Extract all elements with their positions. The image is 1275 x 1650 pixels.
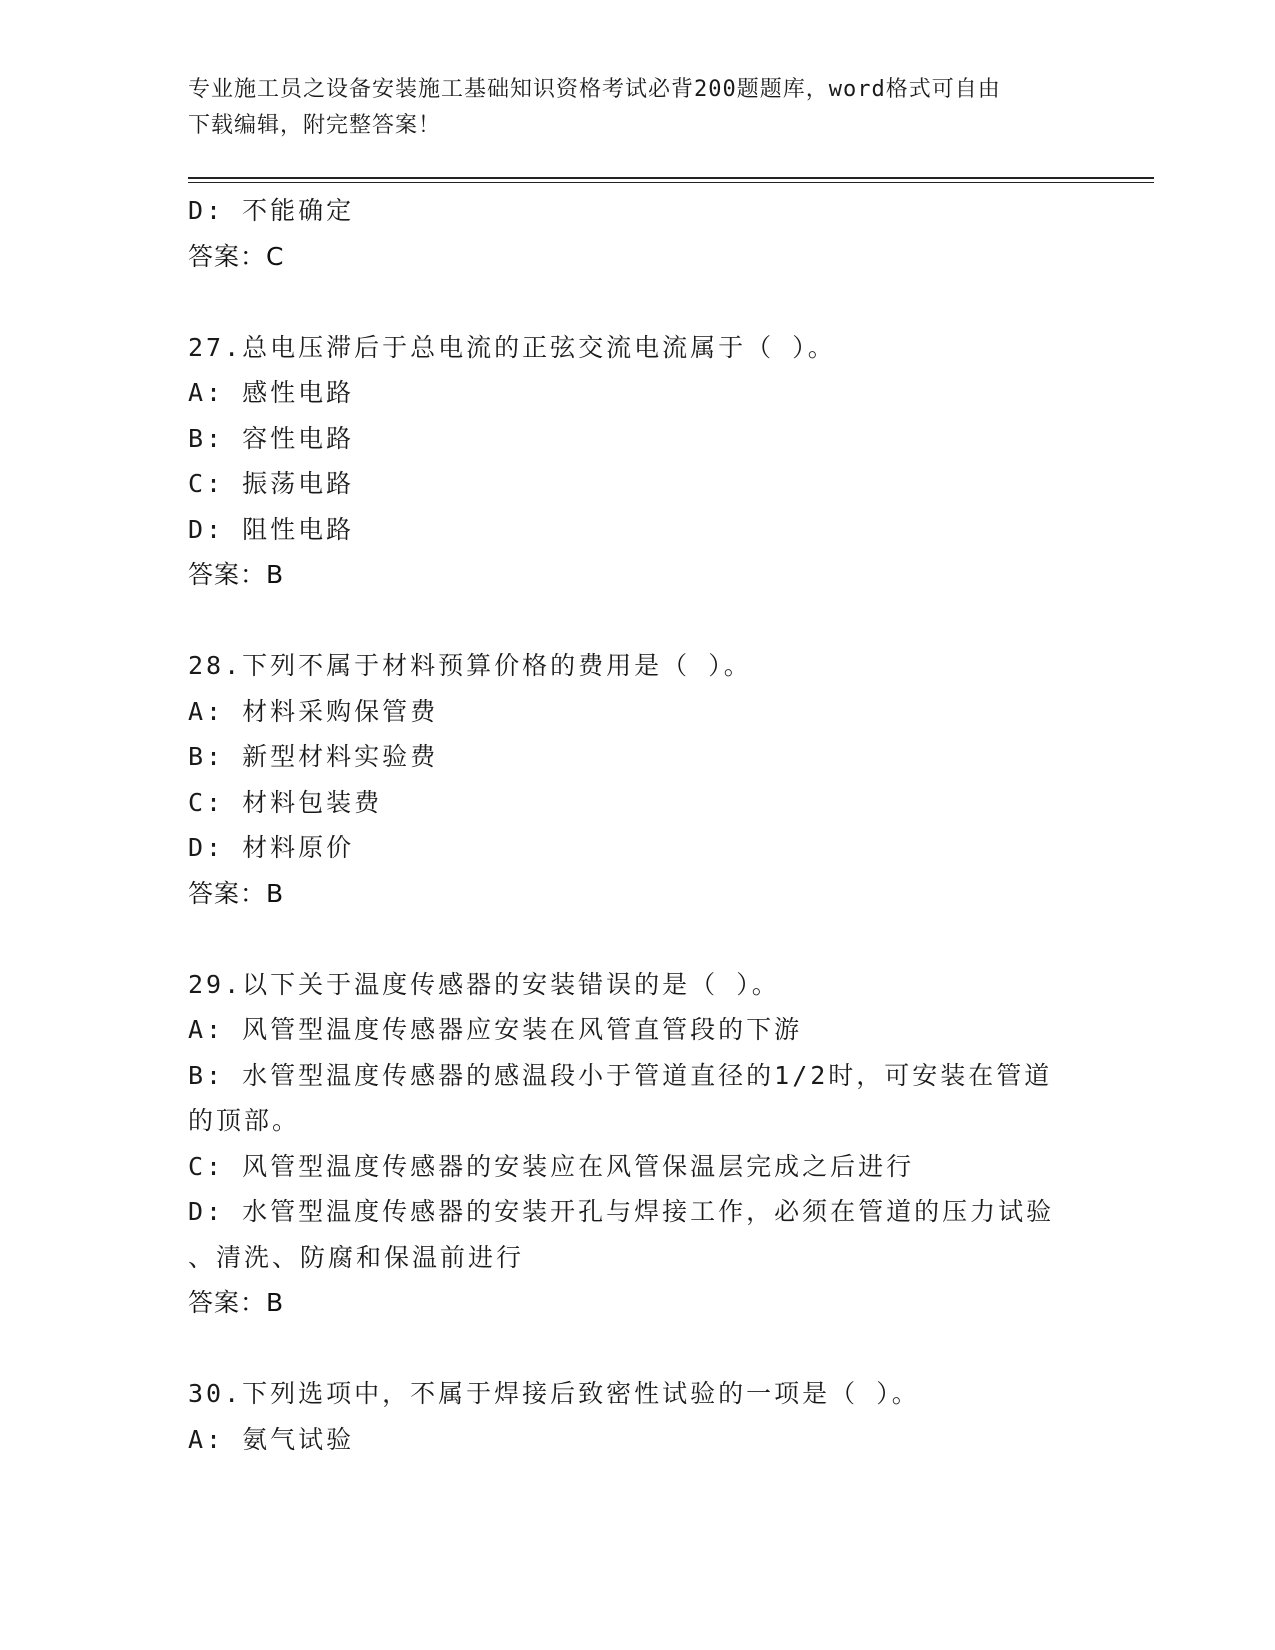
option-b: B: 容性电路 [188, 423, 355, 453]
option-d: D: 阻性电路 [188, 514, 355, 544]
option-a: A: 感性电路 [188, 378, 355, 407]
option-a: A: 风管型温度传感器应安装在风管直管段的下游 [188, 1015, 803, 1044]
option-a: A: 材料采购保管费 [188, 696, 439, 726]
question-stem: 27.总电压滞后于总电流的正弦交流电流属于（ ）。 [188, 332, 836, 362]
option-b-line-2: 的顶部。 [188, 1106, 301, 1135]
option-b-line-1: B: 水管型温度传感器的感温段小于管道直径的1/2时，可安装在管道 [188, 1060, 1053, 1090]
option-d-line-1: D: 水管型温度传感器的安装开孔与焊接工作，必须在管道的压力试验 [188, 1197, 1055, 1226]
question-stem: 29.以下关于温度传感器的安装错误的是（ ）。 [188, 969, 780, 999]
answer: 答案：C [188, 241, 285, 271]
header-divider-thin [188, 182, 1154, 183]
option-c: C: 振荡电路 [188, 469, 355, 498]
question-stem: 30.下列选项中，不属于焊接后致密性试验的一项是（ ）。 [188, 1379, 920, 1408]
answer: 答案：B [188, 878, 285, 908]
question-28 [188, 643, 1088, 916]
document-header [188, 72, 1068, 144]
header-title-line-1: 专业施工员之设备安装施工基础知识资格考试必背200题题库，word格式可自由 [188, 77, 1001, 102]
question-27 [188, 325, 1088, 598]
answer: 答案：B [188, 560, 285, 589]
question-29 [188, 962, 1088, 1326]
option-b: B: 新型材料实验费 [188, 742, 439, 771]
option-c: C: 风管型温度传感器的安装应在风管保温层完成之后进行 [188, 1151, 915, 1181]
option-d-line-2: 、清洗、防腐和保温前进行 [188, 1242, 525, 1272]
option-d: D: 不能确定 [188, 196, 355, 225]
header-divider-thick [188, 177, 1154, 179]
question-26-tail [188, 188, 1088, 279]
answer: 答案：B [188, 1288, 285, 1317]
question-list [188, 188, 1088, 1462]
option-d: D: 材料原价 [188, 833, 355, 862]
option-c: C: 材料包装费 [188, 787, 383, 817]
question-30 [188, 1371, 1088, 1462]
question-stem: 28.下列不属于材料预算价格的费用是（ ）。 [188, 651, 752, 680]
option-a: A: 氨气试验 [188, 1424, 355, 1454]
header-title-line-2: 下载编辑，附完整答案！ [188, 113, 442, 138]
